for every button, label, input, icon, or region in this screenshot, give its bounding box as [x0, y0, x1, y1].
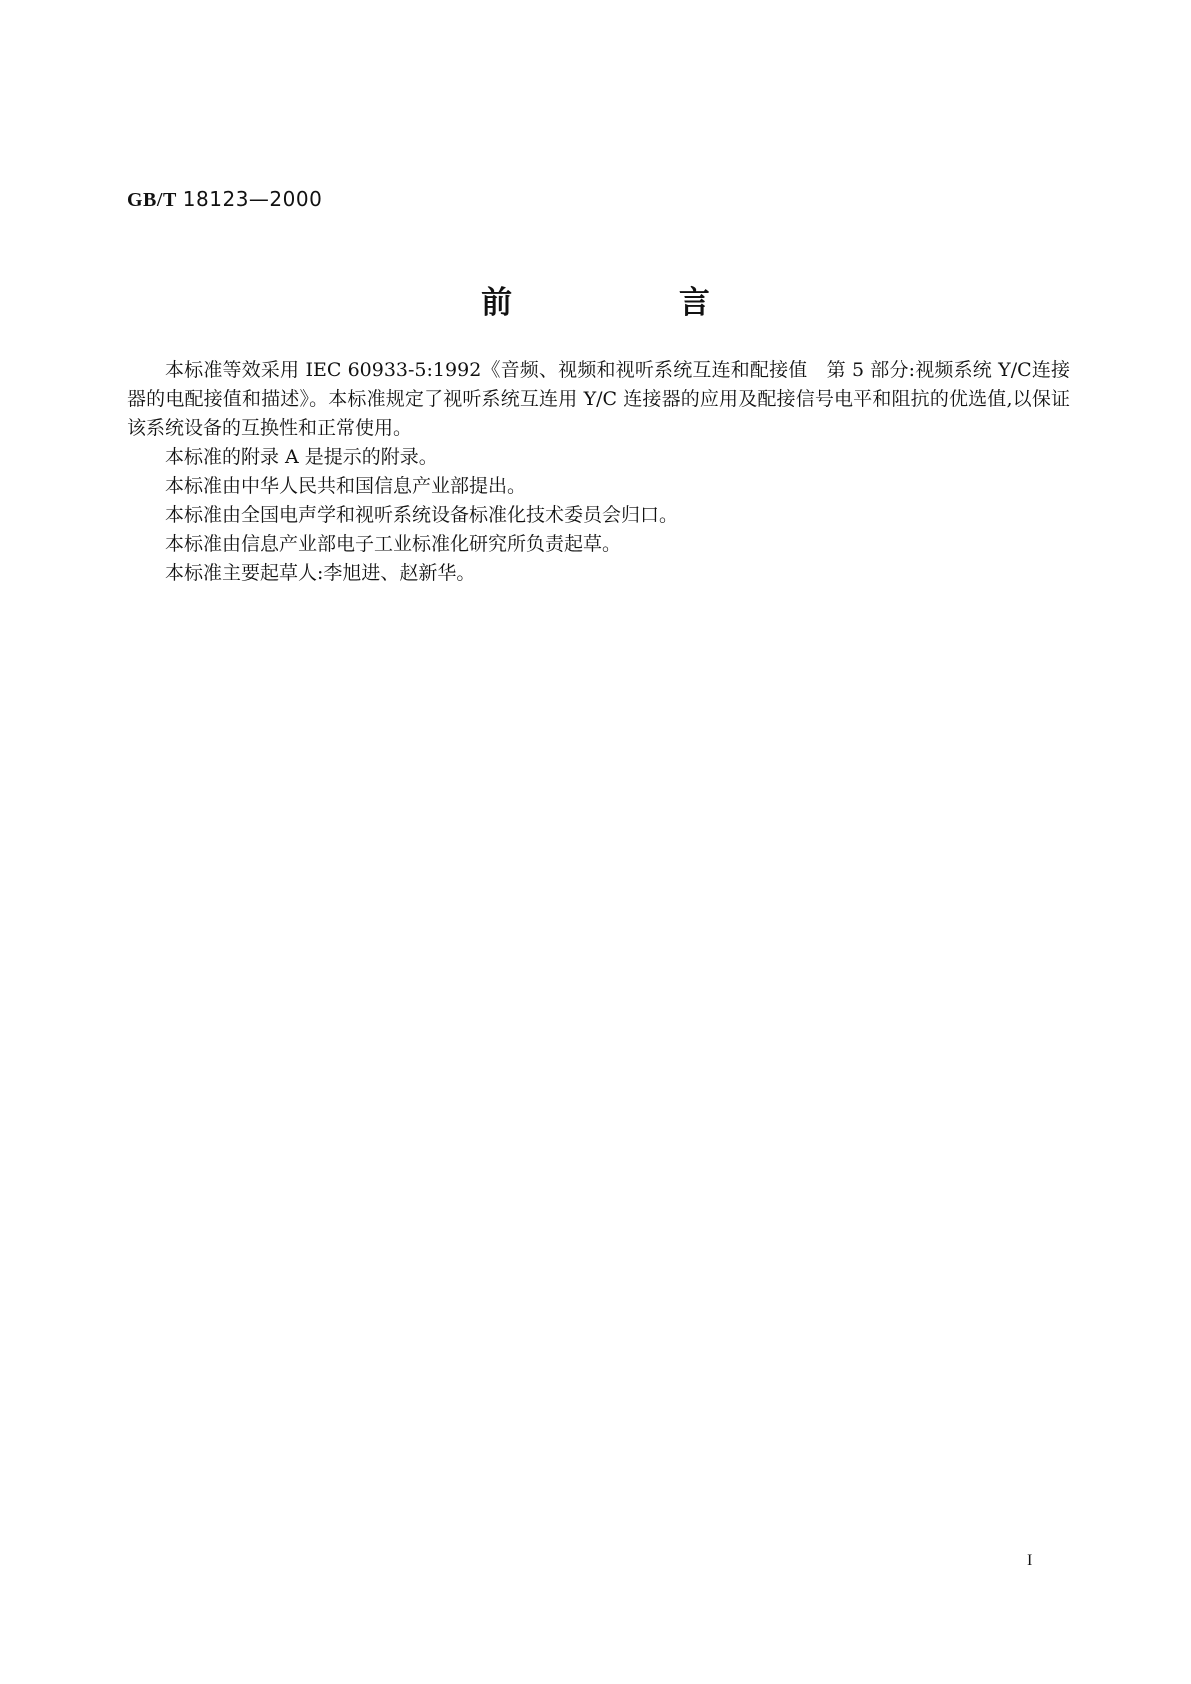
paragraph: 本标准由中华人民共和国信息产业部提出。: [165, 475, 527, 497]
standard-prefix: GB/T: [127, 189, 177, 211]
page-number: I: [1027, 1552, 1033, 1569]
page-title: 前 言: [481, 285, 788, 321]
paragraph: 本标准的附录 A 是提示的附录。: [165, 446, 438, 468]
paragraph: 本标准由信息产业部电子工业标准化研究所负责起草。: [165, 533, 622, 555]
standard-code: [127, 187, 322, 212]
foreword-body: [127, 356, 1070, 588]
paragraph: 本标准等效采用 IEC 60933-5:1992《音频、视频和视听系统互连和配接值 第 5 部分:视频系统 Y/C连接器的电配接值和描述》。本标准规定了视听系统互连用 Y/C 连接器的应用及配接信号电平和阻抗的优选值,以保证该系统设备的互换性和正常使用。: [127, 359, 1070, 439]
paragraph: 本标准主要起草人:李旭进、赵新华。: [165, 562, 476, 584]
standard-number: 18123—2000: [182, 187, 323, 211]
paragraph: 本标准由全国电声学和视听系统设备标准化技术委员会归口。: [165, 504, 679, 526]
